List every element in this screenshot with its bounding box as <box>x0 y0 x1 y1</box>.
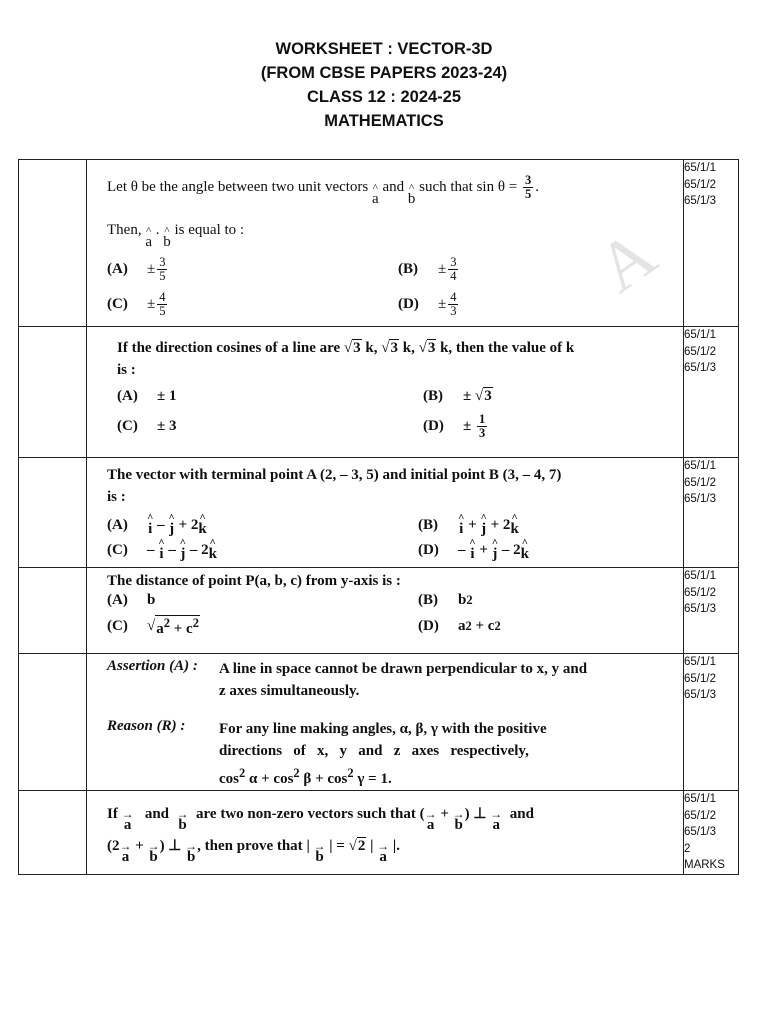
question-3-body <box>87 458 684 568</box>
worksheet-title: WORKSHEET : VECTOR-3D <box>275 40 493 58</box>
q1-option-c: (C) ± $\frac{4}{5}$ <box>107 289 166 318</box>
q4-stem-text: The distance of point P(a, b, c) from y-axis is : <box>107 573 401 589</box>
question-1-body: A Let θ be the angle between two unit vectors ^ a and ^ b such that sin θ = $\frac{3}{5}$ . Then, ^ a . ^ b is equal to : (A) ± $\frac{3}{5}$ (B) ± $\frac{3}{4}$ (C) ± $\frac{4}{5}$ (D) ± $\frac{4}{3}$ <box>87 160 684 327</box>
question-5-body <box>87 654 684 791</box>
question-number-cell <box>19 791 87 875</box>
q1-stem-and: and <box>382 178 405 195</box>
question-row-4 <box>19 568 739 654</box>
q4-option-a: (A) b <box>107 592 156 608</box>
q3-option-b: (B) ^ i + ^ j + 2 ^ k <box>418 512 519 537</box>
question-number-cell <box>19 160 87 327</box>
q1-then: Then, <box>107 221 142 238</box>
q1-option-d: (D) ± $\frac{4}{3}$ <box>398 289 457 318</box>
paper-codes-2: 65/1/1 65/1/2 65/1/3 <box>684 327 739 458</box>
q3-stem-text: The vector with terminal point A (2, – 3, 5) and initial point B (3, – 4, 7) <box>107 467 562 483</box>
worksheet-class: CLASS 12 : 2024-25 <box>306 88 462 106</box>
paper-codes-3: 65/1/1 65/1/2 65/1/3 <box>684 458 739 568</box>
paper-codes-1: 65/1/1 65/1/2 65/1/3 <box>684 160 739 327</box>
question-number-cell <box>19 327 87 458</box>
question-number-cell <box>19 458 87 568</box>
q1-option-b: (B) ± $\frac{3}{4}$ <box>398 254 457 283</box>
watermark-letter: A <box>584 215 671 308</box>
question-number-cell <box>19 568 87 654</box>
worksheet-source: (FROM CBSE PAPERS 2023-24) <box>260 64 508 82</box>
q3-option-d: (D) – ^ i + ^ j – 2 ^ k <box>418 537 529 562</box>
q1-option-a: (A) ± $\frac{3}{5}$ <box>107 254 166 283</box>
q3-is: is : <box>107 489 126 505</box>
worksheet-subject: MATHEMATICS <box>324 112 444 130</box>
q3-option-a: (A) ^ i – ^ j + 2 ^ k <box>107 512 207 537</box>
question-4-body <box>87 568 684 654</box>
question-row-2 <box>19 327 739 458</box>
assertion: Assertion (A) : A line in space cannot be drawn perpendicular to x, y and z axes simultaneously. <box>107 658 588 699</box>
q4-option-b: (B) b 2 <box>418 592 473 608</box>
reason: Reason (R) : For any line making angles, α, β, γ with the positive directions of x, y and z axes respectively, $\cos^2 \alpha + \cos^2 \beta + \cos^2 \gamma = 1$. <box>107 718 547 787</box>
question-row-3 <box>19 458 739 568</box>
q4-option-d: (D) a 2 + c 2 <box>418 618 501 634</box>
q2-option-a: (A) ± 1 <box>117 387 177 404</box>
question-row-6 <box>19 791 739 875</box>
q1-stem-text: Let θ be the angle between two unit vectors <box>107 178 369 195</box>
question-row-5 <box>19 654 739 791</box>
q2-stem-text: If the direction cosines of a line are <box>117 340 341 356</box>
q2-option-c: (C) ± 3 <box>117 418 177 434</box>
q2-option-d: (D) ± $\frac{1}{3}$ <box>423 412 486 440</box>
question-6-body: If → a and → b are two non-zero vectors such that ( → a + → b ) ⊥ → a and (2 → a + → b ) ⊥ → b , then prove that | → b | = √2 | → a |. <box>87 791 684 875</box>
paper-codes-4: 65/1/1 65/1/2 65/1/3 <box>684 568 739 654</box>
q2-option-b: (B) ± √ 3 <box>423 387 492 404</box>
q4-option-c: (C) √ $a^2 + c^2$ <box>107 616 199 637</box>
q2-is: is : <box>117 362 136 378</box>
q3-option-c: (C) – ^ i – ^ j – 2 ^ k <box>107 537 217 562</box>
question-number-cell <box>19 654 87 791</box>
question-2-body: If the direction cosines of a line are √3 k, √3 k, √3 k, then the value of k is : (A) ± 1 (B) ± √ 3 (C) ± 3 (D) ± $\frac{1}{3}$ <box>87 327 684 458</box>
q1-stem-sin: such that sin θ = <box>419 178 518 195</box>
q1-equal-to: is equal to : <box>174 221 245 238</box>
q2-stem-tail: then the value of k <box>455 340 575 356</box>
question-table <box>18 159 739 875</box>
paper-codes-6: 65/1/1 65/1/2 65/1/3 2 MARKS <box>684 791 739 875</box>
question-row-1 <box>19 160 739 327</box>
paper-codes-5: 65/1/1 65/1/2 65/1/3 <box>684 654 739 791</box>
